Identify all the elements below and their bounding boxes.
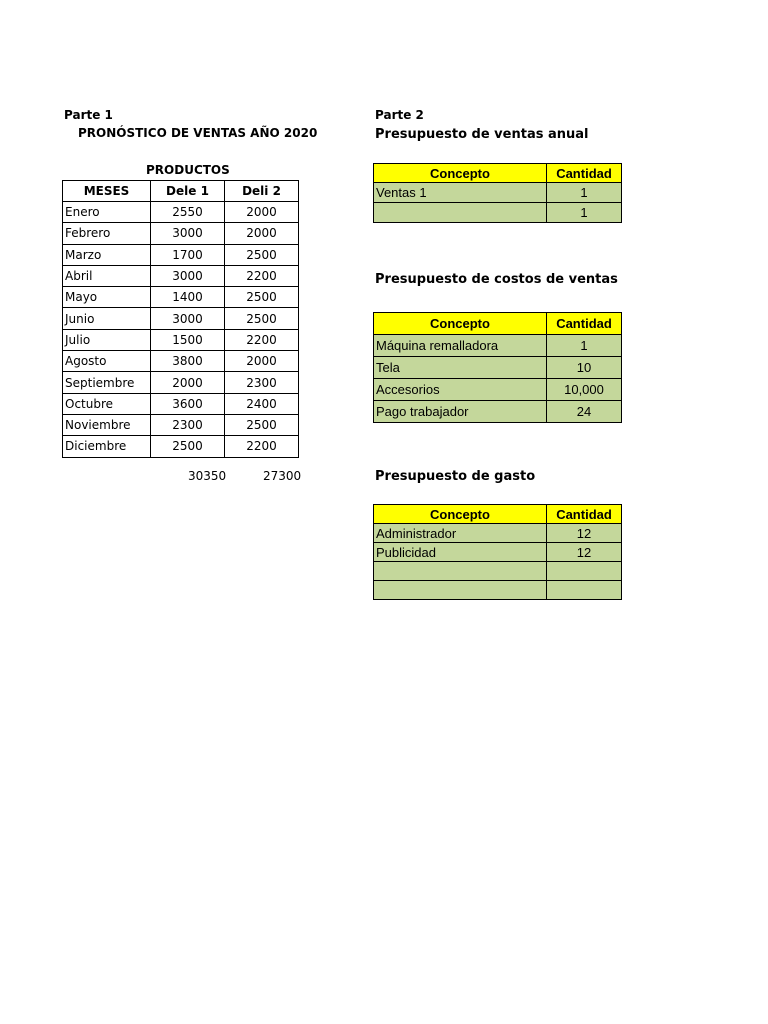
concept-cell: Tela: [374, 357, 547, 379]
quantity-cell: 10: [547, 357, 622, 379]
total-deli2: 27300: [263, 469, 302, 483]
column-header-quantity: Cantidad: [547, 505, 622, 524]
deli2-cell: 2500: [225, 244, 299, 265]
month-cell: Enero: [63, 202, 151, 223]
column-header-concept: Concepto: [374, 164, 547, 183]
table-row: [374, 335, 622, 357]
dele1-cell: 2500: [151, 436, 225, 457]
month-cell: Marzo: [63, 244, 151, 265]
month-cell: Septiembre: [63, 372, 151, 393]
table-row: [374, 203, 622, 223]
column-header-months: MESES: [63, 181, 151, 202]
sales-forecast-table: [62, 180, 299, 458]
table-row: [63, 393, 299, 414]
dele1-cell: 1700: [151, 244, 225, 265]
deli2-cell: 2000: [225, 351, 299, 372]
dele1-cell: 2550: [151, 202, 225, 223]
cost-budget-title: Presupuesto de costos de ventas: [375, 272, 618, 287]
dele1-cell: 2300: [151, 414, 225, 435]
quantity-cell: [547, 581, 622, 600]
deli2-cell: 2000: [225, 223, 299, 244]
month-cell: Julio: [63, 329, 151, 350]
table-row: [374, 379, 622, 401]
table-row: [374, 401, 622, 423]
concept-cell: Accesorios: [374, 379, 547, 401]
quantity-cell: 1: [547, 183, 622, 203]
concept-cell: Máquina remalladora: [374, 335, 547, 357]
deli2-cell: 2000: [225, 202, 299, 223]
cost-budget-table: [373, 312, 622, 423]
column-header-dele1: Dele 1: [151, 181, 225, 202]
concept-cell: [374, 203, 547, 223]
table-row: [374, 562, 622, 581]
table-row: [374, 357, 622, 379]
concept-cell: [374, 562, 547, 581]
table-row: [374, 183, 622, 203]
table-row: [63, 308, 299, 329]
table-header-row: [63, 181, 299, 202]
table-row: [63, 244, 299, 265]
table-row: [63, 223, 299, 244]
table-row: [63, 202, 299, 223]
expense-budget-table: [373, 504, 622, 600]
table-row: [374, 581, 622, 600]
month-cell: Junio: [63, 308, 151, 329]
part2-label: Parte 2: [375, 108, 424, 122]
deli2-cell: 2300: [225, 372, 299, 393]
deli2-cell: 2500: [225, 414, 299, 435]
dele1-cell: 3600: [151, 393, 225, 414]
quantity-cell: 1: [547, 335, 622, 357]
month-cell: Abril: [63, 265, 151, 286]
month-cell: Octubre: [63, 393, 151, 414]
table-row: [374, 524, 622, 543]
quantity-cell: [547, 562, 622, 581]
concept-cell: Administrador: [374, 524, 547, 543]
month-cell: Mayo: [63, 287, 151, 308]
dele1-cell: 3800: [151, 351, 225, 372]
table-row: [63, 414, 299, 435]
quantity-cell: 12: [547, 524, 622, 543]
concept-cell: Pago trabajador: [374, 401, 547, 423]
table-row: [63, 265, 299, 286]
column-header-deli2: Deli 2: [225, 181, 299, 202]
total-dele1: 30350: [188, 469, 227, 483]
quantity-cell: 12: [547, 543, 622, 562]
table-row: [374, 543, 622, 562]
month-cell: Febrero: [63, 223, 151, 244]
month-cell: Agosto: [63, 351, 151, 372]
dele1-cell: 2000: [151, 372, 225, 393]
dele1-cell: 1500: [151, 329, 225, 350]
quantity-cell: 24: [547, 401, 622, 423]
column-header-concept: Concepto: [374, 505, 547, 524]
column-header-concept: Concepto: [374, 313, 547, 335]
concept-cell: [374, 581, 547, 600]
table-row: [63, 287, 299, 308]
table-row: [63, 351, 299, 372]
column-header-quantity: Cantidad: [547, 164, 622, 183]
month-cell: Diciembre: [63, 436, 151, 457]
forecast-title: PRONÓSTICO DE VENTAS AÑO 2020: [78, 126, 318, 140]
quantity-cell: 10,000: [547, 379, 622, 401]
products-group-header: PRODUCTOS: [146, 163, 230, 177]
deli2-cell: 2200: [225, 329, 299, 350]
column-header-quantity: Cantidad: [547, 313, 622, 335]
deli2-cell: 2500: [225, 287, 299, 308]
table-row: [63, 329, 299, 350]
dele1-cell: 3000: [151, 265, 225, 286]
dele1-cell: 1400: [151, 287, 225, 308]
month-cell: Noviembre: [63, 414, 151, 435]
deli2-cell: 2200: [225, 265, 299, 286]
sales-budget-table: [373, 163, 622, 223]
deli2-cell: 2400: [225, 393, 299, 414]
deli2-cell: 2200: [225, 436, 299, 457]
expense-budget-title: Presupuesto de gasto: [375, 469, 536, 484]
concept-cell: Publicidad: [374, 543, 547, 562]
dele1-cell: 3000: [151, 308, 225, 329]
deli2-cell: 2500: [225, 308, 299, 329]
table-row: [63, 436, 299, 457]
dele1-cell: 3000: [151, 223, 225, 244]
part1-label: Parte 1: [64, 108, 113, 122]
concept-cell: Ventas 1: [374, 183, 547, 203]
quantity-cell: 1: [547, 203, 622, 223]
table-row: [63, 372, 299, 393]
sales-budget-title: Presupuesto de ventas anual: [375, 127, 589, 142]
